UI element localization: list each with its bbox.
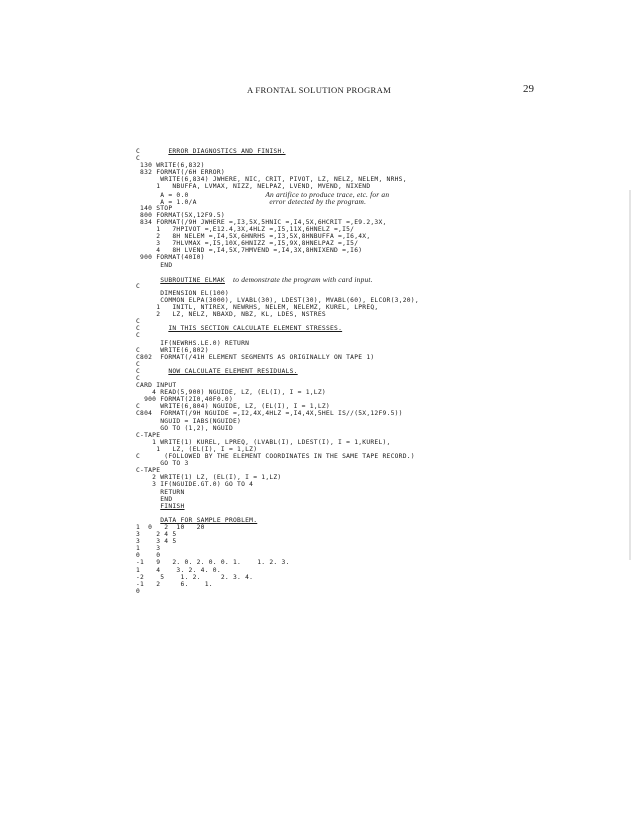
code-text: DIMENSION EL(100) [136, 289, 229, 297]
code-text: IF(NEWRHS.LE.0) RETURN [136, 339, 250, 347]
code-line [136, 382, 419, 389]
code-line [136, 262, 419, 269]
code-text: C [136, 332, 141, 340]
section-heading: NOW CALCULATE ELEMENT RESIDUALS. [168, 367, 298, 375]
code-line [136, 169, 419, 176]
code-text: 800 FORMAT(5X,12F9.5) [136, 211, 225, 219]
code-line [136, 503, 419, 510]
code-line [136, 162, 419, 169]
section-heading: ERROR DIAGNOSTICS AND FINISH. [168, 148, 286, 155]
code-line [136, 198, 419, 205]
handwritten-comment: An artifice to produce trace, etc. for an [265, 189, 390, 199]
code-text: 900 FORMAT(40I0) [136, 254, 205, 262]
code-text: 834 FORMAT(/9H JWHERE =,I3,5X,5HNIC =,I4,5X,6HCRIT =,E9.2,3X, [136, 218, 387, 226]
code-text: C [136, 282, 141, 290]
code-line [136, 233, 419, 240]
code-line [136, 212, 419, 219]
code-text: 1 INITL, NTIREX, NEWRHS, NELEM, NELEMZ, KUREL, LPREQ, [136, 304, 379, 312]
code-text: C-TAPE [136, 467, 161, 475]
code-text: WRITE(6,834) JWHERE, NIC, CRIT, PIVOT, LZ, NELZ, NELEM, NRHS, [136, 176, 407, 184]
code-line [136, 453, 419, 460]
code-text: 2 LZ, NELZ, NBAXD, NBZ, KL, LDES, NSTRES [136, 311, 326, 319]
code-line [136, 531, 419, 538]
code-line [136, 332, 419, 339]
code-text: -1 2 6. 1. [136, 580, 213, 588]
code-text: C802 FORMAT(/41H ELEMENT SEGMENTS AS ORIGINALLY ON TAPE 1) [136, 353, 375, 361]
code-text: 1 7HPIVOT =,E12.4,3X,4HLZ =,I5,11X,6HNELZ =,I5/ [136, 226, 355, 234]
code-text: C WRITE(6,802) [136, 346, 209, 354]
code-line [136, 276, 419, 283]
code-text: 3 IF(NGUIDE.GT.0) GO TO 4 [136, 481, 254, 489]
code-line [136, 247, 419, 254]
code-text: 1 4 3. 2. 4. 0. [136, 566, 221, 574]
code-line [136, 517, 419, 524]
code-line [136, 467, 419, 474]
code-text: C (FOLLOWED BY THE ELEMENT COORDINATES IN THE SAME TAPE RECORD.) [136, 453, 415, 461]
code-line [136, 581, 419, 588]
code-text: 3 2 4 5 [136, 531, 177, 539]
code-text [225, 277, 233, 284]
code-text: 3 3 4 5 [136, 538, 177, 546]
code-line [136, 510, 419, 517]
code-line [136, 354, 419, 361]
code-line [136, 588, 419, 595]
code-text: 4 READ(5,900) NGUIDE, LZ, (EL(I), I = 1,LZ) [136, 389, 326, 397]
code-line [136, 567, 419, 574]
code-text: 1 NBUFFA, LVMAX, NIZZ, NELPAZ, LVEND, MVEND, NIXEND [136, 183, 371, 191]
code-line [136, 155, 419, 162]
code-line [136, 446, 419, 453]
code-line [136, 219, 419, 226]
code-line [136, 361, 419, 368]
code-text: COMMON ELPA(3000), LVABL(30), LDEST(30), MVABL(60), ELCOR(3,20), [136, 296, 419, 304]
code-line [136, 439, 419, 446]
code-line [136, 283, 419, 290]
code-text: C [136, 155, 141, 163]
code-line [136, 148, 419, 155]
code-text: C [136, 148, 169, 155]
code-text [136, 503, 160, 510]
code-text: 832 FORMAT(/6H ERROR) [136, 169, 225, 177]
code-text: 2 8H NELEM =,I4,5X,6HNRHS =,I3,5X,8HNBUFFA =,I6,4X, [136, 233, 371, 241]
code-text: C [136, 360, 141, 368]
code-line [136, 474, 419, 481]
code-line [136, 460, 419, 467]
code-line [136, 418, 419, 425]
code-text: 1 0 2 10 20 [136, 523, 205, 531]
code-text: GO TO (1,2), NGUID [136, 424, 233, 432]
code-line [136, 396, 419, 403]
code-text: 0 0 [136, 552, 161, 560]
code-text: 4 8H LVEND =,I4,5X,7HMVEND =,I4,3X,8HNIXEND =,I6) [136, 247, 363, 255]
handwritten-comment: to demonstrate the program with card input. [233, 274, 373, 284]
code-text: 1 WRITE(1) KUREL, LPREQ, (LVABL(I), LDEST(I), I = 1,KUREL), [136, 438, 391, 446]
code-text: RETURN [136, 488, 185, 496]
code-text: C [136, 318, 141, 326]
handwritten-comment: error detected by the program. [269, 196, 367, 206]
code-line [136, 297, 419, 304]
code-line [136, 432, 419, 439]
margin-shadow [629, 190, 631, 560]
code-text: -2 5 1. 2. 2. 3. 4. [136, 573, 254, 581]
fortran-listing [136, 148, 419, 595]
code-line [136, 347, 419, 354]
code-text: 3 7HLVMAX =,I5,10X,6HNIZZ =,I5,9X,8HNELPAZ =,I5/ [136, 240, 359, 248]
code-text: C [136, 367, 169, 375]
code-line [136, 375, 419, 382]
code-line [136, 538, 419, 545]
code-line [136, 403, 419, 410]
code-line [136, 290, 419, 297]
section-heading: FINISH [160, 502, 185, 510]
code-text: A = 1.0/A [136, 198, 270, 206]
code-line [136, 425, 419, 432]
page-number: 29 [523, 83, 534, 95]
code-line [136, 481, 419, 488]
code-text: CARD INPUT [136, 382, 177, 390]
code-text: 900 FORMAT(2I0,40F0.0) [136, 396, 233, 404]
code-text: C WRITE(6,804) NGUIDE, LZ, (EL(I), I = 1,LZ) [136, 403, 330, 411]
code-line [136, 340, 419, 347]
code-line [136, 311, 419, 318]
code-text: -1 9 2. 0. 2. 0. 0. 1. 1. 2. 3. [136, 559, 290, 567]
code-line [136, 304, 419, 311]
code-line [136, 389, 419, 396]
section-heading: IN THIS SECTION CALCULATE ELEMENT STRESSES. [168, 325, 343, 333]
code-text: C-TAPE [136, 431, 161, 439]
code-text: C [136, 325, 169, 333]
code-line [136, 496, 419, 503]
code-line [136, 205, 419, 212]
code-text: C804 FORMAT(/9H NGUIDE =,I2,4X,4HLZ =,I4,4X,5HEL IS//(5X,12F9.5)) [136, 410, 403, 418]
code-text: END [136, 495, 173, 503]
code-line [136, 368, 419, 375]
code-line [136, 176, 419, 183]
code-text: 1 3 [136, 545, 161, 553]
code-text: 0 [136, 587, 141, 595]
code-text: GO TO 3 [136, 460, 189, 468]
section-heading: DATA FOR SAMPLE PROBLEM. [160, 516, 258, 524]
code-line [136, 559, 419, 566]
code-line [136, 410, 419, 417]
code-line [136, 254, 419, 261]
section-heading: SUBROUTINE ELMAK [160, 276, 225, 284]
code-line [136, 489, 419, 496]
code-text: 2 WRITE(1) LZ, (EL(I), I = 1,LZ) [136, 474, 282, 482]
code-line [136, 226, 419, 233]
code-text: 140 STOP [136, 204, 173, 212]
code-text: A = 0.0 [136, 191, 266, 199]
code-line [136, 574, 419, 581]
code-text: 130 WRITE(6,832) [136, 162, 205, 170]
code-text: END [136, 261, 173, 269]
code-line [136, 545, 419, 552]
code-line [136, 552, 419, 559]
code-text: NGUID = IABS(NGUIDE) [136, 417, 242, 425]
code-line [136, 524, 419, 531]
code-text [136, 517, 160, 524]
running-title: A FRONTAL SOLUTION PROGRAM [246, 85, 392, 95]
code-text: 1 LZ, (EL(I), I = 1,LZ) [136, 445, 258, 453]
code-line [136, 318, 419, 325]
code-line [136, 325, 419, 332]
code-line [136, 240, 419, 247]
code-text: C [136, 375, 141, 382]
